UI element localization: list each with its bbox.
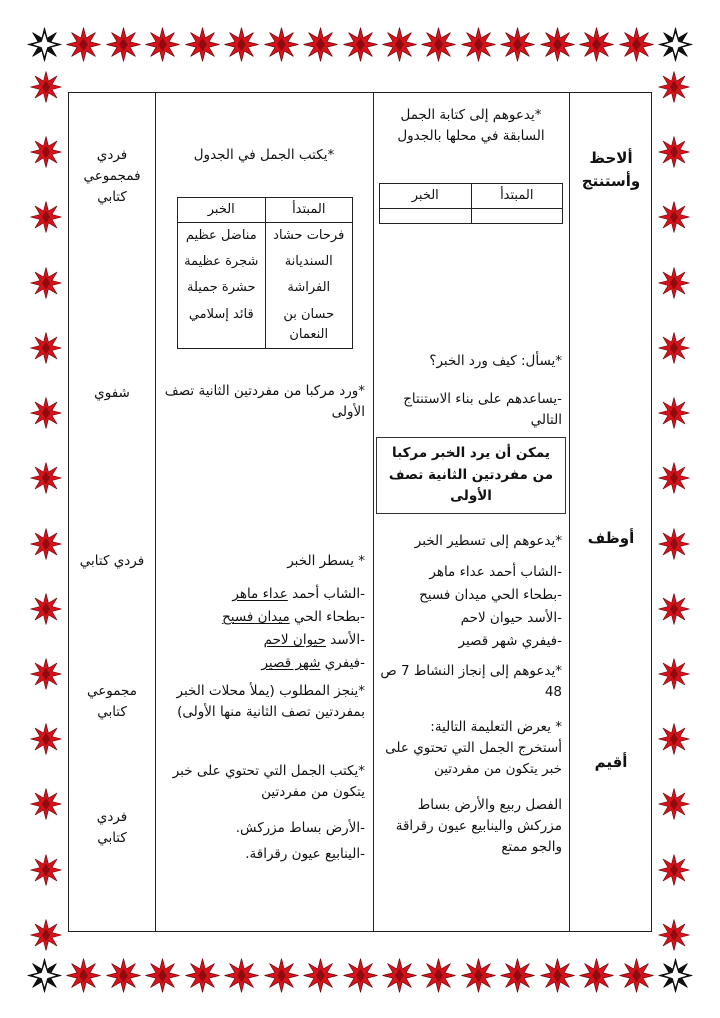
corner-star-icon bbox=[26, 26, 63, 63]
teacher-sentence-list bbox=[375, 561, 567, 653]
star-icon bbox=[29, 266, 63, 300]
border-star bbox=[657, 135, 691, 169]
sentence-underlined-part: عداء ماهر bbox=[232, 586, 288, 602]
border-right bbox=[655, 70, 693, 952]
border-bottom bbox=[26, 957, 694, 994]
border-star bbox=[29, 592, 63, 626]
cell-mubtada: الفراشة bbox=[265, 275, 353, 301]
border-star bbox=[29, 135, 63, 169]
phase-evaluate: أقيم bbox=[594, 753, 628, 771]
border-star bbox=[65, 957, 102, 994]
star-icon bbox=[29, 592, 63, 626]
student-underlined-sentence bbox=[163, 606, 365, 629]
star-icon bbox=[539, 957, 576, 994]
student-table-header-row bbox=[178, 198, 353, 223]
border-star bbox=[29, 266, 63, 300]
border-star bbox=[657, 787, 691, 821]
border-star bbox=[29, 396, 63, 430]
border-star bbox=[65, 26, 102, 63]
star-icon bbox=[381, 957, 418, 994]
star-icon bbox=[420, 26, 457, 63]
sentence-underlined-part: حيوان لاحم bbox=[263, 631, 326, 648]
border-star bbox=[29, 918, 63, 952]
border-star bbox=[499, 26, 536, 63]
border-star bbox=[499, 957, 536, 994]
student-table-row bbox=[178, 275, 353, 301]
teacher-instruction-intro: * يعرض التعليمة التالية: bbox=[430, 719, 562, 735]
star-icon bbox=[29, 70, 63, 104]
border-star bbox=[460, 957, 497, 994]
border-star bbox=[184, 26, 221, 63]
mode-group-written: مجموعي كتابي bbox=[86, 683, 138, 720]
border-star bbox=[657, 918, 691, 952]
sentence-underlined-part: ميدان فسيح bbox=[222, 608, 290, 625]
empty-cell bbox=[471, 209, 563, 224]
student-table-header-mubtada: المبتدأ bbox=[265, 198, 353, 223]
star-icon bbox=[657, 396, 691, 430]
student-writes-sentences: *يكتب الجمل التي تحتوي على خبر يتكون من مفردتين bbox=[172, 763, 365, 800]
teacher-sentence: -بطحاء الحي ميدان فسيح bbox=[419, 586, 562, 603]
cell-mubtada: السنديانة bbox=[265, 249, 353, 275]
student-conclusion-answer: *ورد مركبا من مفردتين الثانية تصف الأولى bbox=[164, 383, 365, 420]
star-icon bbox=[29, 461, 63, 495]
column-divider-phase bbox=[569, 93, 570, 931]
star-icon bbox=[381, 26, 418, 63]
border-star bbox=[578, 957, 615, 994]
corner-star-icon bbox=[657, 26, 694, 63]
border-star bbox=[263, 957, 300, 994]
conclusion-box: يمكن أن يرد الخبر مركبا من مفردتين الثانية تصف الأولى bbox=[376, 437, 566, 514]
border-star bbox=[105, 26, 142, 63]
student-table-row bbox=[178, 249, 353, 275]
border-star bbox=[460, 26, 497, 63]
student-extracted-sentence: -الينابيع عيون رقراقة. bbox=[245, 846, 365, 863]
border-star bbox=[657, 331, 691, 365]
mode-oral: شفوي bbox=[94, 385, 130, 401]
teacher-invite-write: *يدعوهم إلى كتابة الجمل السابقة في محلها بالجدول bbox=[397, 107, 545, 144]
star-icon bbox=[578, 957, 615, 994]
star-icon bbox=[657, 200, 691, 234]
sentence-underlined-part: شهر قصير bbox=[261, 654, 321, 671]
teacher-empty-table bbox=[379, 183, 563, 224]
star-icon bbox=[184, 26, 221, 63]
student-completes-task: *ينجز المطلوب (يملأ محلات الخبر بمفردتين تصف الثانية منها الأولى) bbox=[176, 683, 365, 720]
teacher-table-header-khabar: الخبر bbox=[380, 184, 472, 209]
student-table-header-khabar: الخبر bbox=[178, 198, 266, 223]
star-icon bbox=[302, 26, 339, 63]
border-star bbox=[657, 957, 694, 994]
border-star bbox=[29, 70, 63, 104]
border-star bbox=[144, 26, 181, 63]
sentence-prefix: -الشاب أحمد bbox=[287, 586, 365, 602]
border-star bbox=[657, 461, 691, 495]
border-star bbox=[223, 957, 260, 994]
star-icon bbox=[657, 918, 691, 952]
teacher-question: *يسأل: كيف ورد الخبر؟ bbox=[429, 353, 562, 369]
star-icon bbox=[29, 527, 63, 561]
border-star bbox=[657, 26, 694, 63]
border-star bbox=[381, 957, 418, 994]
border-star bbox=[29, 787, 63, 821]
sentence-prefix: -فيفري bbox=[320, 654, 365, 671]
star-icon bbox=[29, 853, 63, 887]
student-extracted-list bbox=[157, 815, 371, 868]
cell-mubtada: فرحات حشاد bbox=[265, 223, 353, 250]
teacher-table-header-mubtada: المبتدأ bbox=[471, 184, 563, 209]
border-star bbox=[657, 266, 691, 300]
student-underlined-list bbox=[157, 583, 371, 675]
student-table bbox=[177, 197, 353, 349]
cell-mubtada: حسان بن النعمان bbox=[265, 302, 353, 349]
star-icon bbox=[342, 957, 379, 994]
teacher-sentence: -الأسد حيوان لاحم bbox=[460, 609, 562, 626]
border-star bbox=[342, 26, 379, 63]
lesson-plan-table bbox=[68, 92, 652, 932]
border-star bbox=[263, 26, 300, 63]
border-star bbox=[657, 527, 691, 561]
teacher-sentence: -فيفري شهر قصير bbox=[458, 632, 562, 649]
star-icon bbox=[657, 461, 691, 495]
star-icon bbox=[539, 26, 576, 63]
cell-khabar: حشرة جميلة bbox=[187, 280, 256, 296]
star-icon bbox=[657, 787, 691, 821]
border-star bbox=[618, 26, 655, 63]
border-star bbox=[578, 26, 615, 63]
border-star bbox=[342, 957, 379, 994]
mode-individual-written: فردي كتابي bbox=[79, 553, 145, 569]
star-icon bbox=[29, 331, 63, 365]
star-icon bbox=[578, 26, 615, 63]
star-icon bbox=[29, 787, 63, 821]
star-icon bbox=[29, 200, 63, 234]
star-icon bbox=[657, 331, 691, 365]
border-star bbox=[105, 957, 142, 994]
star-icon bbox=[65, 26, 102, 63]
teacher-help-conclusion: -يساعدهم على بناء الاستنتاج التالي bbox=[403, 391, 562, 428]
student-table-row bbox=[178, 223, 353, 250]
star-icon bbox=[223, 957, 260, 994]
star-icon bbox=[420, 957, 457, 994]
teacher-invite-underline: *يدعوهم إلى تسطير الخبر bbox=[414, 533, 562, 549]
border-star bbox=[657, 722, 691, 756]
column-divider-student bbox=[373, 93, 374, 931]
border-star bbox=[29, 200, 63, 234]
star-icon bbox=[657, 853, 691, 887]
cell-khabar: قائد إسلامي bbox=[188, 306, 254, 322]
border-star bbox=[420, 26, 457, 63]
star-icon bbox=[144, 26, 181, 63]
border-star bbox=[29, 331, 63, 365]
border-star bbox=[29, 461, 63, 495]
border-star bbox=[26, 957, 63, 994]
cell-khabar: شجرة عظيمة bbox=[184, 254, 259, 270]
star-icon bbox=[499, 26, 536, 63]
sentence-prefix: -الأسد bbox=[325, 631, 365, 648]
border-star bbox=[657, 70, 691, 104]
border-star bbox=[657, 657, 691, 691]
star-icon bbox=[65, 957, 102, 994]
border-star bbox=[302, 957, 339, 994]
sentence-prefix: -بطحاء الحي bbox=[289, 608, 365, 625]
star-icon bbox=[263, 957, 300, 994]
border-star bbox=[29, 722, 63, 756]
star-icon bbox=[105, 26, 142, 63]
star-icon bbox=[29, 918, 63, 952]
border-star bbox=[420, 957, 457, 994]
star-icon bbox=[657, 70, 691, 104]
student-underlines-label: * يسطر الخبر bbox=[287, 553, 365, 569]
column-divider-mode bbox=[155, 93, 156, 931]
corner-star-icon bbox=[26, 957, 63, 994]
phase-observe-conclude: ألاحظ وأستنتج bbox=[581, 149, 641, 190]
border-star bbox=[539, 26, 576, 63]
star-icon bbox=[460, 26, 497, 63]
star-icon bbox=[657, 592, 691, 626]
teacher-invite-activity: *يدعوهم إلى إنجاز النشاط 7 ص 48 bbox=[380, 663, 562, 700]
teacher-table-empty-row bbox=[380, 209, 563, 224]
star-icon bbox=[29, 135, 63, 169]
teacher-table-header-row bbox=[380, 184, 563, 209]
empty-cell bbox=[380, 209, 472, 224]
star-icon bbox=[144, 957, 181, 994]
star-icon bbox=[460, 957, 497, 994]
mode-individual-written-2: فردي كتابي bbox=[96, 809, 128, 846]
star-icon bbox=[499, 957, 536, 994]
teacher-instruction-text: أستخرج الجمل التي تحتوي على خبر يتكون من مفردتين bbox=[385, 739, 562, 777]
star-icon bbox=[657, 135, 691, 169]
star-icon bbox=[29, 722, 63, 756]
border-star bbox=[539, 957, 576, 994]
star-icon bbox=[618, 26, 655, 63]
border-top bbox=[26, 26, 694, 63]
star-icon bbox=[657, 527, 691, 561]
border-star bbox=[29, 657, 63, 691]
student-extracted-sentence: -الأرض بساط مزركش. bbox=[235, 820, 365, 836]
star-icon bbox=[302, 957, 339, 994]
mode-individual-group-written: فردي فمجموعي كتابي bbox=[83, 147, 141, 205]
phase-apply: أوظف bbox=[587, 529, 635, 547]
border-star bbox=[302, 26, 339, 63]
star-icon bbox=[29, 396, 63, 430]
star-icon bbox=[657, 657, 691, 691]
border-star bbox=[223, 26, 260, 63]
corner-star-icon bbox=[657, 957, 694, 994]
star-icon bbox=[342, 26, 379, 63]
border-star bbox=[618, 957, 655, 994]
teacher-passage: الفصل ربيع والأرض بساط مزركش والينابيع عيون رقراقة والجو ممتع bbox=[395, 797, 562, 855]
student-underlined-sentence bbox=[163, 583, 365, 606]
teacher-sentence: -الشاب أحمد عداء ماهر bbox=[429, 564, 562, 580]
student-writes-in-table: *يكتب الجمل في الجدول bbox=[193, 147, 335, 163]
star-icon bbox=[105, 957, 142, 994]
star-icon bbox=[29, 657, 63, 691]
border-star bbox=[26, 26, 63, 63]
star-icon bbox=[657, 722, 691, 756]
teacher-instruction-block bbox=[375, 717, 567, 780]
border-star bbox=[657, 853, 691, 887]
star-icon bbox=[263, 26, 300, 63]
border-star bbox=[184, 957, 221, 994]
star-icon bbox=[618, 957, 655, 994]
student-underlined-sentence bbox=[163, 652, 365, 675]
star-icon bbox=[184, 957, 221, 994]
border-star bbox=[657, 200, 691, 234]
border-star bbox=[29, 527, 63, 561]
cell-khabar: مناضل عظيم bbox=[185, 228, 257, 244]
border-star bbox=[381, 26, 418, 63]
border-star bbox=[29, 853, 63, 887]
star-icon bbox=[223, 26, 260, 63]
student-table-row bbox=[178, 302, 353, 349]
border-star bbox=[144, 957, 181, 994]
student-underlined-sentence bbox=[163, 629, 365, 652]
border-star bbox=[657, 396, 691, 430]
border-left bbox=[27, 70, 65, 952]
star-icon bbox=[657, 266, 691, 300]
border-star bbox=[657, 592, 691, 626]
